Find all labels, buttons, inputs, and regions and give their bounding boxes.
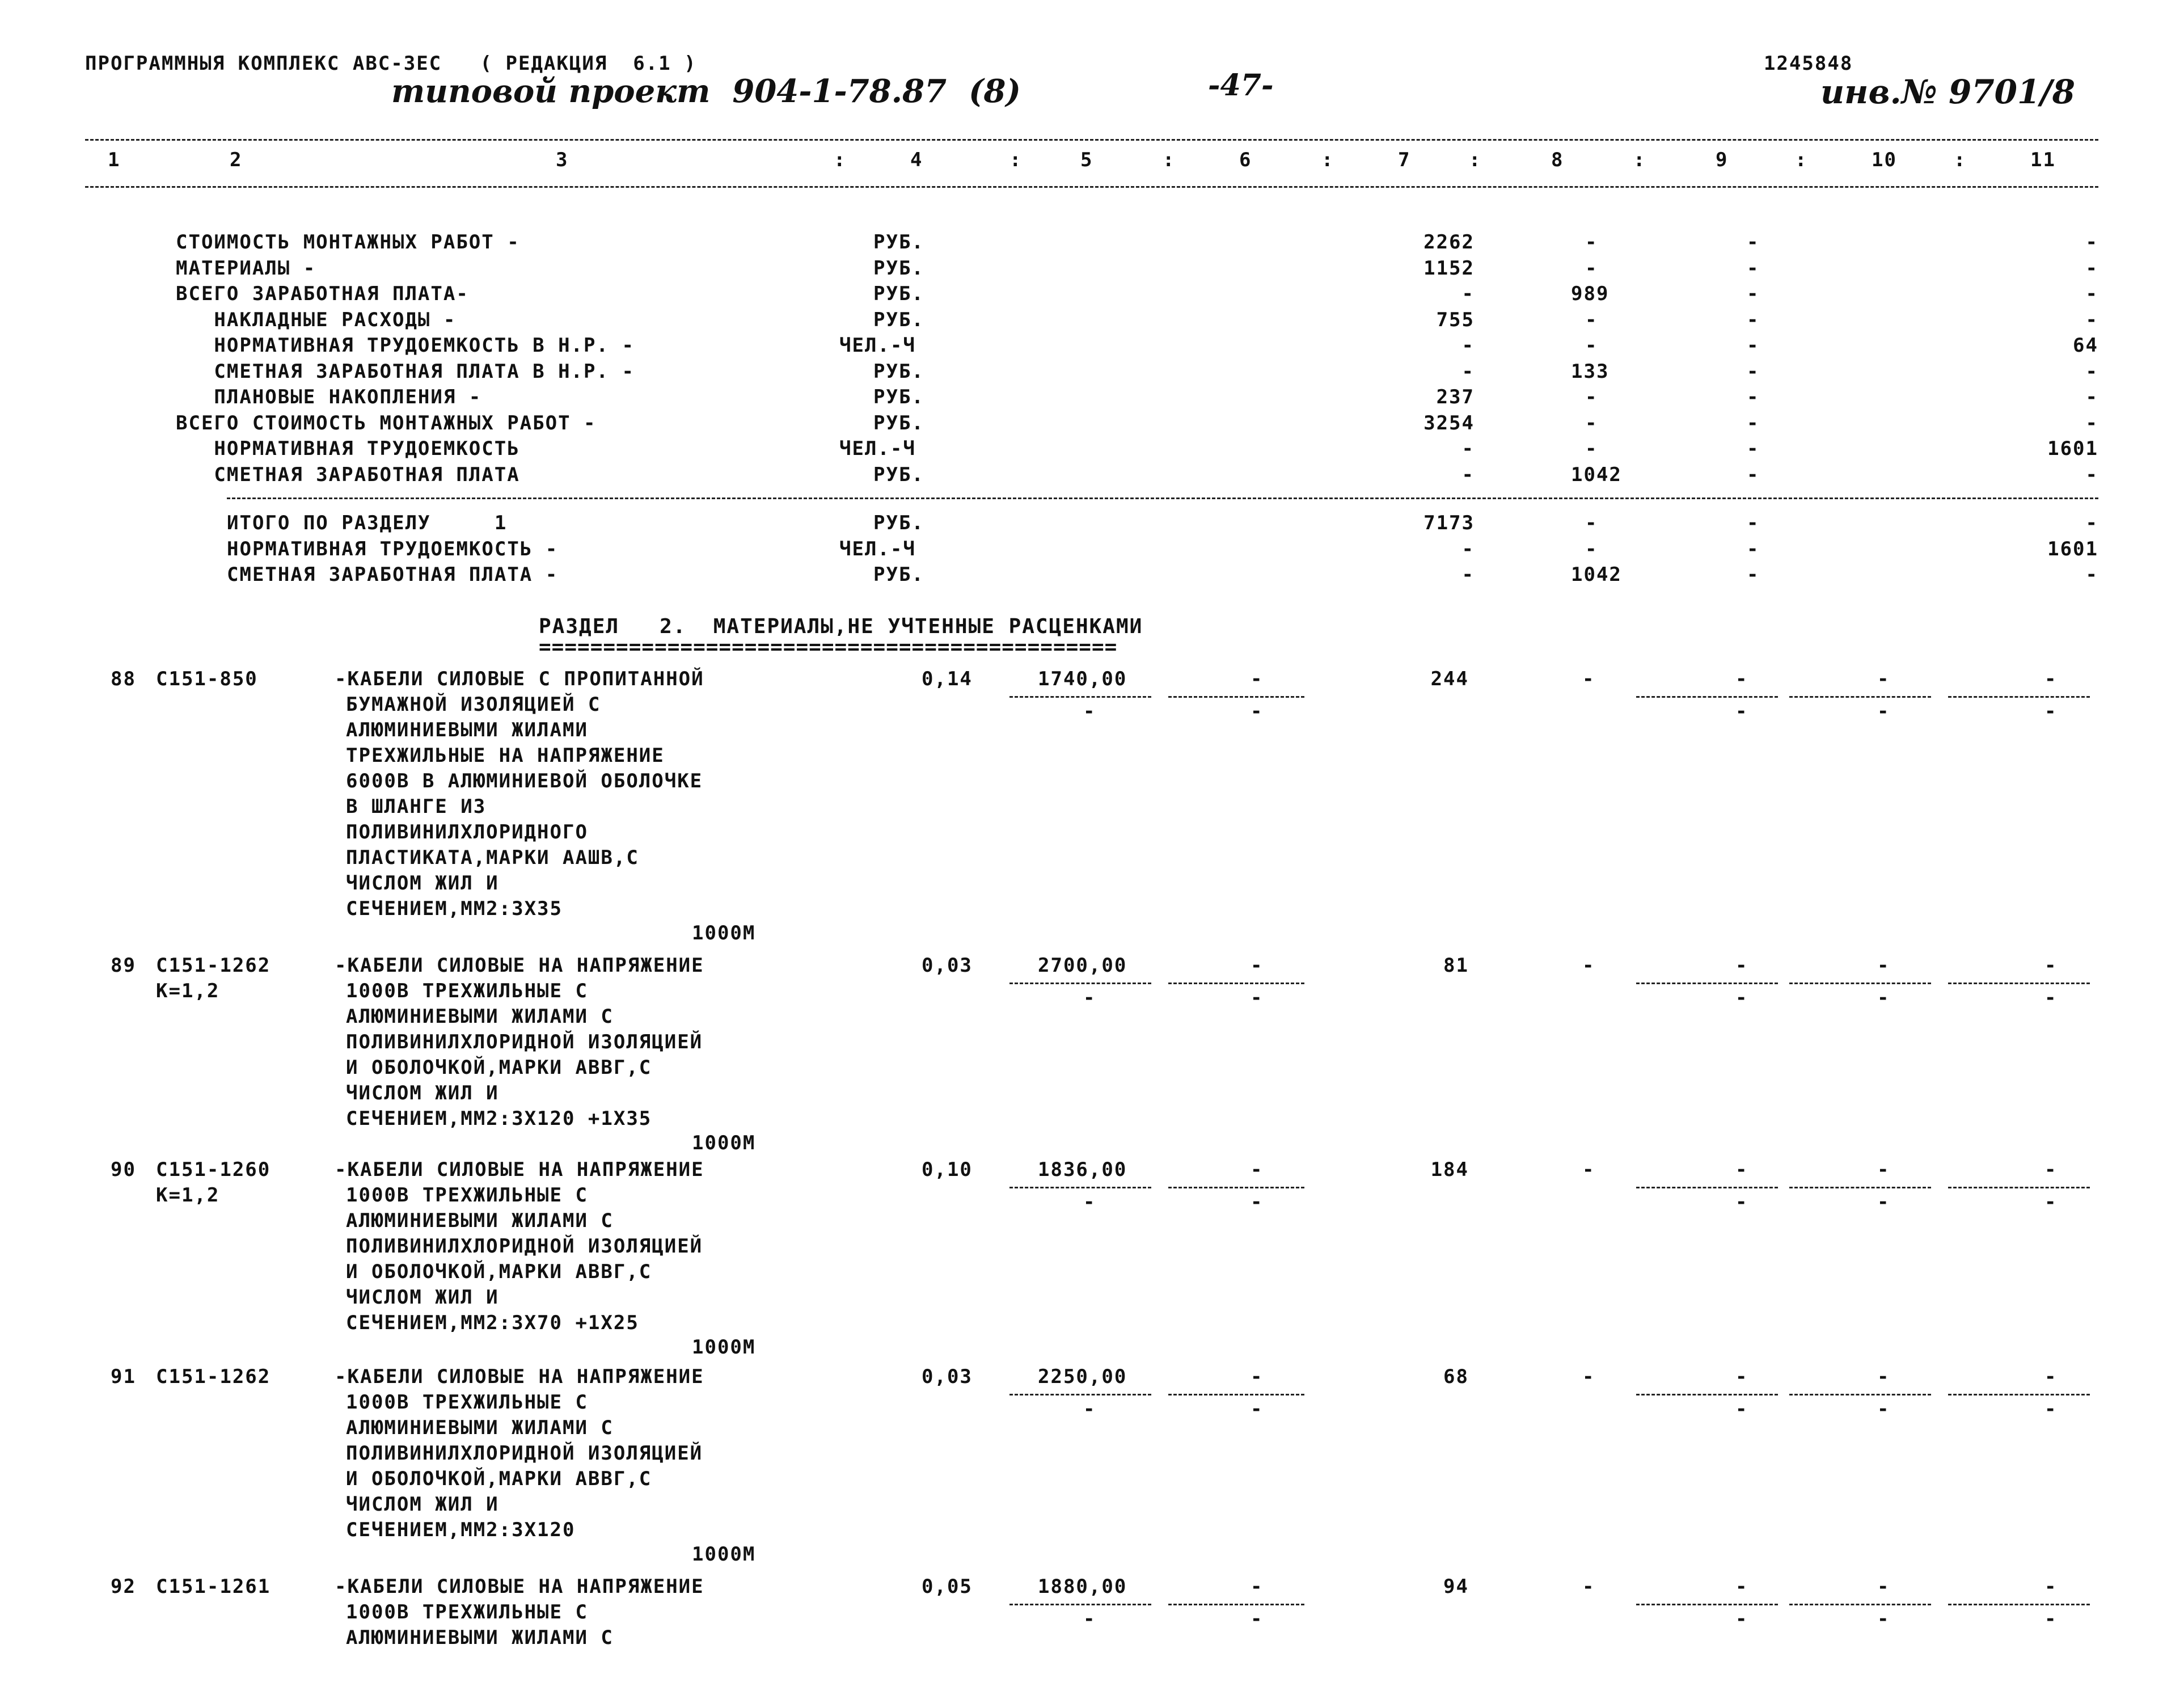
item-col9: -: [1735, 1575, 1748, 1598]
item-col10: -: [1877, 1575, 1890, 1598]
column-separator: :: [834, 149, 847, 171]
item-col6: -: [1251, 1158, 1264, 1181]
item-col10: -: [1877, 1365, 1890, 1388]
item-description-line: ЧИСЛОМ ЖИЛ И: [346, 1493, 499, 1516]
project-title: типовой проект 904-1-78.87 (8): [391, 73, 1021, 110]
summary-col8: 989: [1571, 282, 1610, 305]
item-subrule: [1009, 983, 1151, 984]
item-description-line: АЛЮМИНИЕВЫМИ ЖИЛАМИ С: [346, 1626, 614, 1649]
total-col7: -: [1461, 563, 1475, 586]
summary-col9: -: [1747, 386, 1760, 408]
item-description-line: БУМАЖНОЙ ИЗОЛЯЦИЕЙ С: [346, 693, 601, 716]
item-col7: 94: [1443, 1575, 1469, 1598]
summary-col9: -: [1747, 463, 1760, 486]
item-subrule: [1789, 696, 1931, 698]
summary-col8: -: [1585, 231, 1598, 254]
item-col8: -: [1582, 1158, 1595, 1181]
summary-col7: -: [1461, 437, 1475, 460]
item-col9-sub: -: [1735, 1608, 1748, 1630]
item-unit: 1000М: [692, 1132, 756, 1154]
total-label: ИТОГО ПО РАЗДЕЛУ 1: [227, 512, 508, 534]
header-rule-top: [85, 139, 2098, 141]
item-subrule: [1009, 696, 1151, 698]
item-description-line: ПОЛИВИНИЛХЛОРИДНОГО: [346, 821, 588, 844]
column-number: 1: [108, 149, 121, 171]
item-subrule: [1948, 696, 2090, 698]
summary-col7: -: [1461, 334, 1475, 357]
item-col6-sub: -: [1251, 1608, 1264, 1630]
section-title: РАЗДЕЛ 2. МАТЕРИАЛЫ,НЕ УЧТЕННЫЕ РАСЦЕНКАМИ: [539, 615, 1143, 638]
summary-col8: -: [1585, 334, 1598, 357]
item-col6-sub: -: [1251, 1398, 1264, 1420]
item-subrule: [1168, 1394, 1304, 1395]
item-subrule: [1948, 1394, 2090, 1395]
item-subrule: [1948, 1187, 2090, 1188]
item-subrule: [1168, 983, 1304, 984]
summary-col9: -: [1747, 437, 1760, 460]
item-code: С151-1261: [156, 1575, 271, 1598]
summary-unit: РУБ.: [873, 386, 924, 408]
item-number: 89: [111, 954, 136, 977]
total-col11: -: [2085, 563, 2098, 586]
item-col7: 68: [1443, 1365, 1469, 1388]
item-col10: -: [1877, 668, 1890, 690]
item-subrule: [1789, 1187, 1931, 1188]
summary-col11: -: [2085, 411, 2098, 435]
item-description-line: -КАБЕЛИ СИЛОВЫЕ С ПРОПИТАННОЙ: [335, 668, 704, 690]
column-separator: :: [1321, 149, 1334, 171]
summary-col7: -: [1461, 360, 1475, 383]
item-col6-sub: -: [1251, 700, 1264, 723]
item-col9: -: [1735, 668, 1748, 690]
summary-col11: 1601: [2047, 437, 2098, 460]
item-col9: -: [1735, 1365, 1748, 1388]
total-col9: -: [1747, 512, 1760, 534]
item-col11-sub: -: [2044, 1191, 2058, 1213]
item-description-line: 1000В ТРЕХЖИЛЬНЫЕ С: [346, 980, 588, 1002]
item-col11: -: [2044, 954, 2058, 977]
summary-col7: -: [1461, 282, 1475, 305]
item-col10-sub: -: [1877, 1398, 1890, 1420]
section-underline: =============================================: [539, 635, 1118, 659]
item-price: 2700,00: [1038, 954, 1127, 977]
total-col9: -: [1747, 563, 1760, 586]
item-price-sub: -: [1083, 1398, 1096, 1420]
total-col9: -: [1747, 537, 1760, 560]
item-price-sub: -: [1083, 1608, 1096, 1630]
item-col9-sub: -: [1735, 986, 1748, 1009]
item-col10-sub: -: [1877, 1191, 1890, 1213]
item-code: С151-1262: [156, 954, 271, 977]
summary-label: ВСЕГО СТОИМОСТЬ МОНТАЖНЫХ РАБОТ -: [176, 411, 597, 435]
item-unit: 1000М: [692, 1543, 756, 1566]
item-col11: -: [2044, 1158, 2058, 1181]
item-col11: -: [2044, 1365, 2058, 1388]
item-subrule: [1168, 1187, 1304, 1188]
summary-col7: -: [1461, 463, 1475, 486]
total-col7: -: [1461, 537, 1475, 560]
item-description-line: АЛЮМИНИЕВЫМИ ЖИЛАМИ С: [346, 1005, 614, 1028]
item-subrule: [1636, 1604, 1778, 1605]
item-price-sub: -: [1083, 700, 1096, 723]
summary-col8: 133: [1571, 360, 1610, 383]
item-description-line: ПОЛИВИНИЛХЛОРИДНОЙ ИЗОЛЯЦИЕЙ: [346, 1235, 703, 1258]
total-label: НОРМАТИВНАЯ ТРУДОЕМКОСТЬ -: [227, 537, 559, 560]
item-description-line: ПОЛИВИНИЛХЛОРИДНОЙ ИЗОЛЯЦИЕЙ: [346, 1031, 703, 1053]
item-number: 88: [111, 668, 136, 690]
column-number: 9: [1716, 149, 1729, 171]
item-col11-sub: -: [2044, 1398, 2058, 1420]
summary-col8: -: [1585, 308, 1598, 331]
summary-col9: -: [1747, 282, 1760, 305]
summary-col9: -: [1747, 360, 1760, 383]
summary-label: СТОИМОСТЬ МОНТАЖНЫХ РАБОТ -: [176, 231, 520, 254]
item-col6: -: [1251, 668, 1264, 690]
summary-col11: -: [2085, 256, 2098, 280]
column-number: 11: [2030, 149, 2056, 171]
item-description-line: СЕЧЕНИЕМ,ММ2:3Х120: [346, 1519, 576, 1541]
item-subrule: [1789, 983, 1931, 984]
summary-label: СМЕТНАЯ ЗАРАБОТНАЯ ПЛАТА: [176, 463, 520, 486]
item-col11-sub: -: [2044, 986, 2058, 1009]
item-description-line: ЧИСЛОМ ЖИЛ И: [346, 1082, 499, 1104]
item-col10-sub: -: [1877, 986, 1890, 1009]
total-col7: 7173: [1423, 512, 1475, 534]
item-col10-sub: -: [1877, 700, 1890, 723]
summary-col7: 1152: [1423, 256, 1475, 280]
summary-label: НОРМАТИВНАЯ ТРУДОЕМКОСТЬ В Н.Р. -: [176, 334, 635, 357]
item-col11-sub: -: [2044, 1608, 2058, 1630]
summary-col11: -: [2085, 463, 2098, 486]
item-subrule: [1009, 1187, 1151, 1188]
item-col6-sub: -: [1251, 986, 1264, 1009]
summary-col7: 3254: [1423, 411, 1475, 435]
summary-unit: ЧЕЛ.-Ч: [839, 437, 916, 460]
item-quantity: 0,14: [922, 668, 973, 690]
summary-label: НАКЛАДНЫЕ РАСХОДЫ -: [176, 308, 457, 331]
summary-label: СМЕТНАЯ ЗАРАБОТНАЯ ПЛАТА В Н.Р. -: [176, 360, 635, 383]
item-col7: 184: [1430, 1158, 1469, 1181]
item-subrule: [1168, 1604, 1304, 1605]
document-number: 1245848: [1764, 52, 1853, 75]
item-col6: -: [1251, 954, 1264, 977]
item-description-line: СЕЧЕНИЕМ,ММ2:3Х70 +1Х25: [346, 1312, 639, 1334]
item-description-line: АЛЮМИНИЕВЫМИ ЖИЛАМИ С: [346, 1209, 614, 1232]
summary-unit: РУБ.: [873, 360, 924, 383]
summary-col8: -: [1585, 256, 1598, 280]
item-subrule: [1636, 983, 1778, 984]
item-description-line: В ШЛАНГЕ ИЗ: [346, 795, 487, 818]
item-col11-sub: -: [2044, 700, 2058, 723]
item-col10: -: [1877, 1158, 1890, 1181]
item-price: 1880,00: [1038, 1575, 1127, 1598]
item-col9: -: [1735, 1158, 1748, 1181]
summary-col11: -: [2085, 308, 2098, 331]
total-col8: 1042: [1571, 563, 1622, 586]
item-subrule: [1948, 1604, 2090, 1605]
item-description-line: ТРЕХЖИЛЬНЫЕ НА НАПРЯЖЕНИЕ: [346, 744, 665, 767]
summary-unit: РУБ.: [873, 463, 924, 486]
summary-unit: РУБ.: [873, 308, 924, 331]
column-number: 8: [1551, 149, 1564, 171]
item-description-line: СЕЧЕНИЕМ,ММ2:3Х120 +1Х35: [346, 1107, 652, 1130]
item-unit: 1000М: [692, 922, 756, 945]
item-description-line: ЧИСЛОМ ЖИЛ И: [346, 1286, 499, 1309]
item-description-line: 1000В ТРЕХЖИЛЬНЫЕ С: [346, 1391, 588, 1414]
item-subrule: [1789, 1394, 1931, 1395]
item-quantity: 0,10: [922, 1158, 973, 1181]
item-col10: -: [1877, 954, 1890, 977]
summary-label: НОРМАТИВНАЯ ТРУДОЕМКОСТЬ: [176, 437, 520, 460]
item-subrule: [1168, 696, 1304, 698]
item-description-line: ПЛАСТИКАТА,МАРКИ ААШВ,С: [346, 846, 639, 869]
summary-col11: -: [2085, 231, 2098, 254]
summary-col8: 1042: [1571, 463, 1622, 486]
column-number: 10: [1872, 149, 1897, 171]
column-separator: :: [1009, 149, 1023, 171]
summary-col9: -: [1747, 411, 1760, 435]
summary-col9: -: [1747, 308, 1760, 331]
header-rule-bottom: [85, 186, 2098, 188]
program-title: ПРОГРАММНЫЯ КОМПЛЕКС АВС-ЗЕС ( РЕДАКЦИЯ 6.1 ): [85, 52, 697, 75]
summary-col9: -: [1747, 231, 1760, 254]
item-col10-sub: -: [1877, 1608, 1890, 1630]
item-col9-sub: -: [1735, 700, 1748, 723]
item-col6-sub: -: [1251, 1191, 1264, 1213]
item-code: С151-1260: [156, 1158, 271, 1181]
item-subrule: [1948, 983, 2090, 984]
item-description-line: АЛЮМИНИЕВЫМИ ЖИЛАМИ С: [346, 1416, 614, 1439]
summary-col7: 2262: [1423, 231, 1475, 254]
item-subrule: [1636, 696, 1778, 698]
total-unit: ЧЕЛ.-Ч: [839, 537, 916, 560]
summary-col7: 237: [1436, 386, 1475, 408]
item-col11: -: [2044, 1575, 2058, 1598]
item-quantity: 0,03: [922, 1365, 973, 1388]
item-coefficient: К=1,2: [156, 980, 220, 1002]
item-col7: 244: [1430, 668, 1469, 690]
total-col11: 1601: [2047, 537, 2098, 560]
item-description-line: -КАБЕЛИ СИЛОВЫЕ НА НАПРЯЖЕНИЕ: [335, 1365, 704, 1388]
item-description-line: 6000В В АЛЮМИНИЕВОЙ ОБОЛОЧКЕ: [346, 770, 703, 792]
item-description-line: 1000В ТРЕХЖИЛЬНЫЕ С: [346, 1601, 588, 1624]
summary-col9: -: [1747, 334, 1760, 357]
item-description-line: ПОЛИВИНИЛХЛОРИДНОЙ ИЗОЛЯЦИЕЙ: [346, 1442, 703, 1465]
item-number: 92: [111, 1575, 136, 1598]
column-number: 5: [1080, 149, 1093, 171]
item-col9-sub: -: [1735, 1191, 1748, 1213]
item-description-line: -КАБЕЛИ СИЛОВЫЕ НА НАПРЯЖЕНИЕ: [335, 1158, 704, 1181]
item-col8: -: [1582, 1365, 1595, 1388]
item-description-line: И ОБОЛОЧКОЙ,МАРКИ АВВГ,С: [346, 1468, 652, 1490]
item-col9-sub: -: [1735, 1398, 1748, 1420]
item-col11: -: [2044, 668, 2058, 690]
summary-label: ПЛАНОВЫЕ НАКОПЛЕНИЯ -: [176, 386, 482, 408]
item-col6: -: [1251, 1575, 1264, 1598]
item-quantity: 0,05: [922, 1575, 973, 1598]
summary-label: ВСЕГО ЗАРАБОТНАЯ ПЛАТА-: [176, 282, 469, 305]
summary-unit: РУБ.: [873, 282, 924, 305]
summary-col8: -: [1585, 386, 1598, 408]
item-code: С151-850: [156, 668, 258, 690]
item-subrule: [1009, 1394, 1151, 1395]
summary-col11: -: [2085, 282, 2098, 305]
column-separator: :: [1954, 149, 1967, 171]
item-price: 2250,00: [1038, 1365, 1127, 1388]
column-number: 2: [230, 149, 243, 171]
summary-col11: -: [2085, 386, 2098, 408]
item-description-line: АЛЮМИНИЕВЫМИ ЖИЛАМИ: [346, 719, 588, 741]
summary-unit: РУБ.: [873, 411, 924, 435]
item-quantity: 0,03: [922, 954, 973, 977]
item-col9: -: [1735, 954, 1748, 977]
total-col11: -: [2085, 512, 2098, 534]
summary-col8: -: [1585, 437, 1598, 460]
item-description-line: -КАБЕЛИ СИЛОВЫЕ НА НАПРЯЖЕНИЕ: [335, 954, 704, 977]
column-separator: :: [1633, 149, 1646, 171]
inventory-number: инв.№ 9701/8: [1820, 73, 2075, 111]
summary-col8: -: [1585, 411, 1598, 435]
item-col7: 81: [1443, 954, 1469, 977]
item-price: 1740,00: [1038, 668, 1127, 690]
item-price-sub: -: [1083, 986, 1096, 1009]
item-subrule: [1636, 1187, 1778, 1188]
total-label: СМЕТНАЯ ЗАРАБОТНАЯ ПЛАТА -: [227, 563, 559, 586]
item-number: 91: [111, 1365, 136, 1388]
item-description-line: -КАБЕЛИ СИЛОВЫЕ НА НАПРЯЖЕНИЕ: [335, 1575, 704, 1598]
item-subrule: [1789, 1604, 1931, 1605]
total-col8: -: [1585, 512, 1598, 534]
item-description-line: И ОБОЛОЧКОЙ,МАРКИ АВВГ,С: [346, 1260, 652, 1283]
item-number: 90: [111, 1158, 136, 1181]
column-separator: :: [1469, 149, 1482, 171]
item-description-line: ЧИСЛОМ ЖИЛ И: [346, 872, 499, 895]
column-number: 3: [556, 149, 569, 171]
column-separator: :: [1795, 149, 1808, 171]
summary-unit: ЧЕЛ.-Ч: [839, 334, 916, 357]
summary-col11: -: [2085, 360, 2098, 383]
column-separator: :: [1163, 149, 1176, 171]
summary-col7: 755: [1436, 308, 1475, 331]
column-number: 6: [1239, 149, 1252, 171]
summary-col11: 64: [2073, 334, 2098, 357]
item-description-line: И ОБОЛОЧКОЙ,МАРКИ АВВГ,С: [346, 1056, 652, 1079]
total-unit: РУБ.: [873, 563, 924, 586]
column-number: 7: [1398, 149, 1411, 171]
item-code: С151-1262: [156, 1365, 271, 1388]
item-price-sub: -: [1083, 1191, 1096, 1213]
item-coefficient: К=1,2: [156, 1184, 220, 1207]
item-col8: -: [1582, 954, 1595, 977]
item-col8: -: [1582, 668, 1595, 690]
total-col8: -: [1585, 537, 1598, 560]
item-unit: 1000М: [692, 1336, 756, 1359]
summary-rule: [227, 497, 2098, 499]
page-number: -47-: [1208, 68, 1274, 103]
item-subrule: [1009, 1604, 1151, 1605]
item-subrule: [1636, 1394, 1778, 1395]
item-col8: -: [1582, 1575, 1595, 1598]
summary-unit: РУБ.: [873, 256, 924, 280]
summary-col9: -: [1747, 256, 1760, 280]
summary-label: МАТЕРИАЛЫ -: [176, 256, 316, 280]
item-description-line: СЕЧЕНИЕМ,ММ2:3Х35: [346, 897, 563, 920]
item-description-line: 1000В ТРЕХЖИЛЬНЫЕ С: [346, 1184, 588, 1207]
summary-unit: РУБ.: [873, 231, 924, 254]
item-col6: -: [1251, 1365, 1264, 1388]
item-price: 1836,00: [1038, 1158, 1127, 1181]
total-unit: РУБ.: [873, 512, 924, 534]
column-number: 4: [910, 149, 923, 171]
